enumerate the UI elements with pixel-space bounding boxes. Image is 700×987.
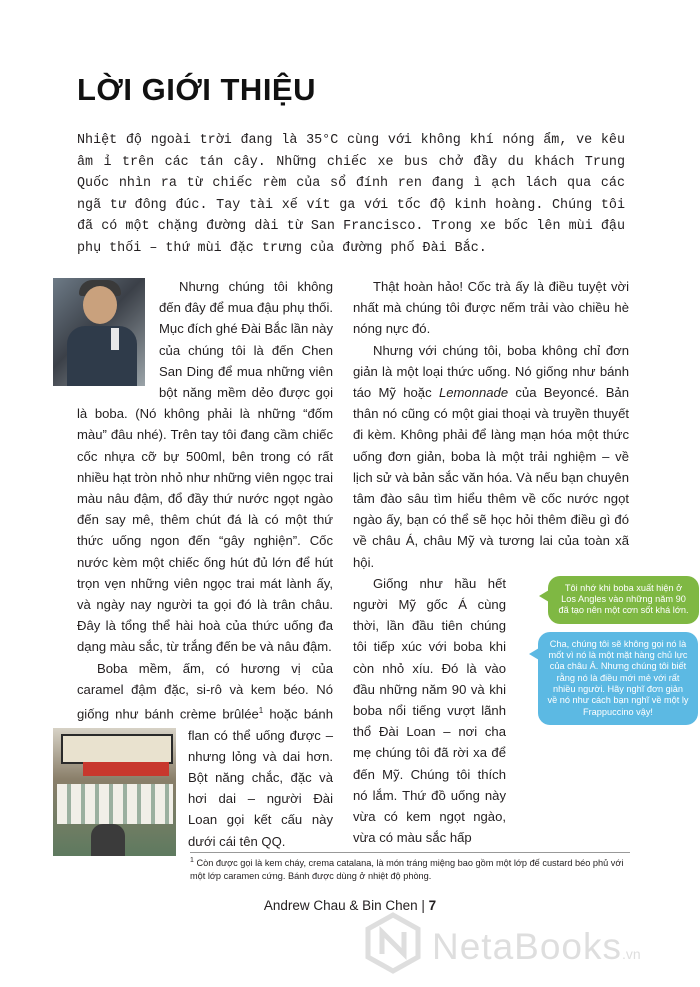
page-number: 7 xyxy=(428,898,437,913)
speech-bubble-green: Tôi nhớ khi boba xuất hiện ở Los Angles vào những năm 90 đã tạo nên một cơn sốt khá lớn. xyxy=(548,576,699,624)
footnote-text: Còn được gọi là kem cháy, crema catalana, là món tráng miệng bao gồm một lớp đế custard béo phủ với một lớp caramen cứng. Bánh được dùng ở nhiệt độ phòng. xyxy=(190,858,624,881)
watermark-text xyxy=(432,926,641,968)
left-paragraph-1 xyxy=(77,276,333,658)
right-column xyxy=(353,276,689,848)
footnote-mark: 1 xyxy=(190,857,194,864)
footer-separator: | xyxy=(417,898,429,913)
speech-bubbles xyxy=(514,576,699,816)
page-title: LỜI GIỚI THIỆU xyxy=(77,72,317,107)
right-paragraph-2 xyxy=(353,340,629,573)
watermark-name: NetaBooks xyxy=(432,926,622,967)
left-paragraph-2 xyxy=(77,658,333,852)
lemonade-title: Lemonnade xyxy=(438,385,509,401)
boba-shop-photo xyxy=(53,728,176,856)
right-paragraph-1: Thật hoàn hảo! Cốc trà ấy là điều tuyệt vời nhất mà chúng tôi được nếm trải vào chiều hè nóng nực đó. xyxy=(353,279,629,337)
left-paragraph-1-text: Nhưng chúng tôi không đến đây để mua đậu phụ thối. Mục đích ghé Đài Bắc lần này của chúng tôi là đến Chen San Ding để mua những viên bột năng mềm dẻo được gọi là boba. (Nó không phải là những “đốm màu” đâu nhé). Trên tay tôi đang cầm chiếc cốc nhựa cỡ bự 500ml, bên trong có rất nhiều hạt tròn nhỏ như những viên ngọc trai màu nâu đậm, đổ đầy thứ nước ngọt ngào đến say mê, thêm chút đá là có một thứ thức uống ngon đến “gây nghiện”. Cốc nước kèm một chiếc ống hút đủ lớn để hút trọn vẹn những viên ngọc trai mát lành ấy, và ngày nay người ta gọi đó là trân châu. Đây là tổng thể hài hoà của thức uống đa dạng màu sắc, từ trắng đến be và nâu đậm. xyxy=(77,279,333,655)
netabooks-logo-icon xyxy=(362,912,424,974)
left-paragraph-2-text-b: hoặc bánh flan có thể uống được – nhưng lỏng và dai hơn. Bột năng chắc, đặc và hơi dai – người Đài Loan gọi kết cấu này dưới cái tên QQ. xyxy=(188,706,333,849)
right-paragraph-3-text: Giống như hầu hết người Mỹ gốc Á cùng thời, lần đầu tiên chúng tôi tiếp xúc với boba khi còn nhỏ xíu. Đó là vào đầu những năm 90 và khi boba nổi tiếng vượt lãnh thổ Đài Loan – nơi cha mẹ chúng tôi đã rời xa để đến Mỹ. Chúng tôi thích nó lắm. Thứ đồ uống này vừa có kem ngọt ngào, vừa có màu sắc hấp xyxy=(353,575,506,846)
footnote-divider xyxy=(190,852,630,853)
speech-bubble-blue: Cha, chúng tôi sẽ không gọi nó là mốt vì nó là một mặt hàng chủ lực của châu Á. Nhưng chúng tôi biết rằng nó là điều mới mẻ với rất nhiều người. Hãy nghĩ đơn giản về nó như cách bạn nghĩ về một ly Frappuccino vậy! xyxy=(538,632,698,725)
man-drinking-boba-photo xyxy=(53,278,145,386)
netabooks-watermark xyxy=(362,912,692,976)
right-paragraph-3 xyxy=(353,573,689,849)
page-footer xyxy=(0,898,700,913)
left-paragraph-2-text-a: Boba mềm, ấm, có hương vị của caramel đậm đặc, si-rô và kem béo. Nó giống như bánh crème brûlée xyxy=(77,660,333,722)
intro-paragraph: Nhiệt độ ngoài trời đang là 35°C cùng với không khí nóng ẩm, ve kêu âm ỉ trên các tán cây. Những chiếc xe bus chở đầy du khách Trung Quốc nhìn ra từ chiếc rèm của sổ đính ren đang ì ạch lách qua các ngã tư đông đúc. Tay tài xế vít ga với tốc độ kinh hoàng. Chúng tôi đã có một chặng đường dài từ San Francisco. Trong xe bốc lên mùi đậu phụ thối – thứ mùi đặc trưng của đường phố Đài Bắc. xyxy=(77,133,625,256)
footnote xyxy=(190,855,630,882)
left-column xyxy=(77,276,333,856)
right-paragraph-2-text-b: của Beyoncé. Bản thân nó cũng có một giai thoại và truyền thuyết đi kèm. Không phải để làng mạn hóa một thức uống đơn giản, boba là một trải nghiệm – về lịch sử và bản sắc văn hóa. Và nếu bạn chuyên tâm đào sâu tìm hiểu thêm về cốc nước ngọt ngào ấy, bạn có thể sẽ học hỏi thêm điều gì đó về châu Á, châu Mỹ và tương lai của toàn xã hội. xyxy=(353,385,629,570)
right-paragraph-2-text-a: Nhưng với chúng tôi, boba không chỉ đơn giản là một loại thức uống. Nó giống như bánh táo Mỹ hoặc xyxy=(353,342,629,401)
footnote-reference: 1 xyxy=(258,706,264,716)
watermark-suffix: .vn xyxy=(622,946,641,962)
footer-authors: Andrew Chau & Bin Chen xyxy=(263,898,418,913)
